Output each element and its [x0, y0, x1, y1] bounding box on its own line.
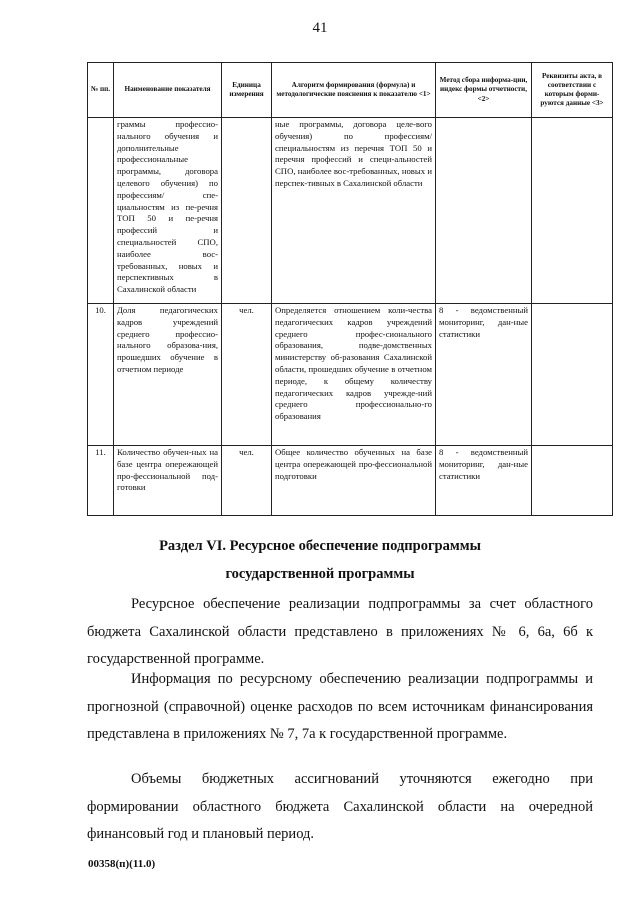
indicator-algorithm: ные программы, договора целе-вого обучения) по профессиям/ специальностям из перечня ТОП 50 и перечня профессий и специ-альностей СПО, наиболее вос-требованных, новых и перспек-тивных в Сахалинской области	[272, 118, 436, 304]
indicators-table	[87, 62, 613, 516]
indicator-requisites	[532, 304, 613, 446]
table-header-row	[88, 63, 613, 118]
page-number: 41	[312, 20, 328, 36]
paragraph: Объемы бюджетных ассигнований уточняются ежегодно при формировании областного бюджета Сахалинской области на очередной финансовый год и плановый период.	[87, 771, 593, 842]
header-unit: Единица измерения	[222, 63, 272, 118]
table-row	[88, 304, 613, 446]
indicator-name: Доля педагогических кадров учреждений среднего профессио-нального образова-ния, прошедших обучение в отчетном периоде	[114, 304, 222, 446]
indicator-requisites	[532, 446, 613, 516]
document-code: 00358(п)(11.0)	[88, 858, 156, 870]
section-title: Раздел VI. Ресурсное обеспечение подпрограммы	[159, 538, 481, 554]
header-indicator-name: Наименование показателя	[114, 63, 222, 118]
row-number: 11.	[88, 446, 114, 516]
section-subtitle: государственной программы	[225, 566, 415, 582]
header-method: Метод сбора информа-ции, индекс формы отчетности, <2>	[436, 63, 532, 118]
indicator-algorithm: Общее количество обученных на базе центра опережающей про-фессиональной подготовки	[272, 446, 436, 516]
table-row	[88, 446, 613, 516]
header-requisites: Реквизиты акта, в соответствии с которым форми-руются данные <3>	[532, 63, 613, 118]
indicator-method	[436, 118, 532, 304]
indicator-requisites	[532, 118, 613, 304]
header-algorithm: Алгоритм формирования (формула) и методологические пояснения к показателю <1>	[272, 63, 436, 118]
row-number	[88, 118, 114, 304]
indicator-name: Количество обучен-ных на базе центра опережающей про-фессиональной под-готовки	[114, 446, 222, 516]
indicator-unit	[222, 118, 272, 304]
indicator-method: 8 - ведомственный мониторинг, дан-ные статистики	[436, 304, 532, 446]
table-row	[88, 118, 613, 304]
indicator-method: 8 - ведомственный мониторинг, дан-ные статистики	[436, 446, 532, 516]
paragraph: Информация по ресурсному обеспечению реализации подпрограммы и прогнозной (справочной) оценке расходов по всем источникам финансирования представлена в приложениях № 7, 7а к государственной программе.	[87, 671, 593, 742]
indicator-name: граммы профессио-нального обучения и дополнительные профессиональные программы, договора целевого обучения) по профессиям/ спе-циальностям из пе-речня ТОП 50 и пе-речня профессий и специальностей СПО, наиболее вос-требованных, новых и перспективных в Сахалинской области	[114, 118, 222, 304]
row-number: 10.	[88, 304, 114, 446]
indicator-algorithm: Определяется отношением коли-чества педагогических кадров учреждений среднего профес-сионального образования, подве-домственных министерству об-разования Сахалинской области, прошедших обучение в отчетном периоде, к общему количеству педагогических кадров учрежде-ний среднего профессионально-го образования	[272, 304, 436, 446]
paragraph: Ресурсное обеспечение реализации подпрограммы за счет областного бюджета Сахалинской области представлено в приложениях № 6, 6а, 6б к государственной программе.	[87, 596, 593, 667]
indicator-unit: чел.	[222, 304, 272, 446]
indicator-unit: чел.	[222, 446, 272, 516]
header-number: № пп.	[88, 63, 114, 118]
